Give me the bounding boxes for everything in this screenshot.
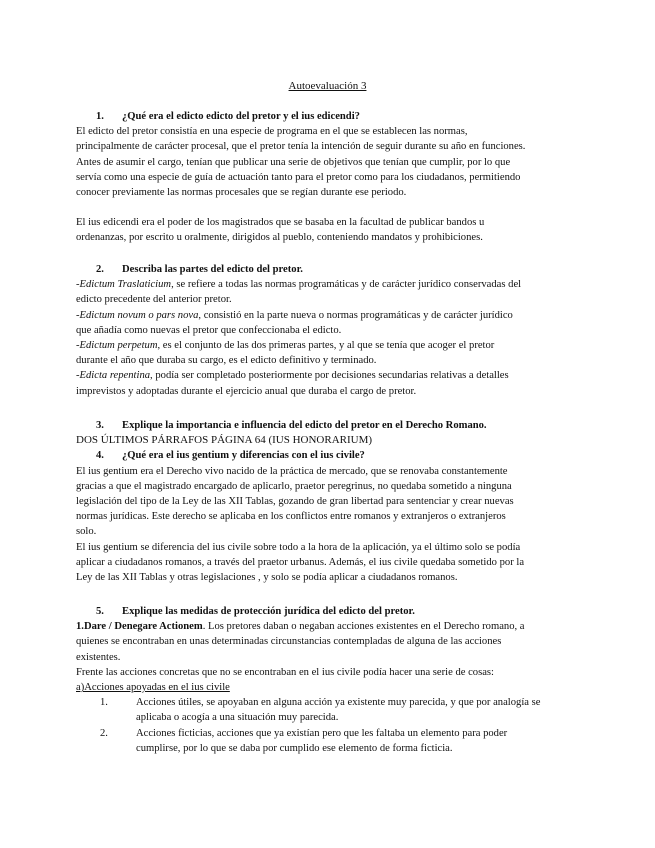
edict-part-line: [76, 277, 576, 292]
edict-desc: , podía ser completado posteriormente por decisiones secundarias relativas a detalles: [150, 370, 509, 382]
list-text: aplicaba o acogía a una situación muy parecida.: [136, 712, 339, 724]
question-number: 2.: [96, 264, 104, 275]
dash: -: [76, 279, 80, 291]
edict-part-line: que añadía como nuevas el pretor que confeccionaba el edicto.: [76, 324, 342, 336]
list-text: cumplirse, por lo que se daba por cumplido ese elemento de forma ficticia.: [136, 742, 453, 754]
edict-part-line: durante el año que duraba su cargo, es el edicto definitivo y terminado.: [76, 355, 377, 367]
question-text: ¿Qué era el edicto edicto del pretor y el ius edicendi?: [122, 111, 360, 122]
dash: -: [76, 309, 80, 321]
answer-line: El ius gentium se diferencia del ius civile sobre todo a la hora de la aplicación, ya el último solo se podía: [76, 541, 521, 553]
answer-line: DOS ÚLTIMOS PÁRRAFOS PÁGINA 64 (IUS HONORARIUM): [76, 434, 373, 447]
answer-line: Ley de las XII Tablas y otras legislaciones , y solo se podía aplicar a ciudadanos romanos.: [76, 572, 458, 584]
answer-line: servía como una especie de guía de actuación tanto para el pretor como para los ciudadanos, permitiendo: [76, 171, 521, 183]
answer-line: normas jurídicas. Este derecho se aplicaba en los conflictos entre romanos y extranjeros o extranjeros: [76, 511, 506, 523]
question-number: 5.: [96, 606, 104, 617]
question-5: [76, 604, 576, 756]
list-text: Acciones útiles, se apoyaban en alguna acción ya existente muy parecida, y que por analogía se: [136, 697, 541, 709]
answer-line: solo.: [76, 526, 97, 538]
question-3-heading: [76, 418, 576, 433]
edict-part-line: edicto precedente del anterior pretor.: [76, 294, 232, 306]
answer-line: existentes.: [76, 651, 121, 663]
edict-part-line: [76, 308, 576, 323]
question-1-heading: [76, 109, 576, 124]
sub-section-title: a)Acciones apoyadas en el ius civile: [76, 682, 230, 694]
question-number: 3.: [96, 420, 104, 431]
edict-part-line: imprevistos y adoptadas durante el ejercicio anual que duraba el cargo de pretor.: [76, 385, 417, 397]
question-3: [76, 418, 576, 585]
answer-line: conocer previamente las normas procesales que se regían durante ese periodo.: [76, 187, 407, 199]
question-text: ¿Qué era el ius gentium y diferencias con el ius civile?: [122, 450, 365, 462]
list-number: 1.: [100, 697, 108, 709]
question-5-heading: [76, 604, 576, 619]
answer-line: El edicto del pretor consistía en una especie de programa en el que se establecen las normas,: [76, 126, 468, 138]
question-number: 4.: [96, 450, 104, 462]
edict-part-line: [76, 368, 576, 383]
answer-line: quienes se encontraban en unas determinadas circunstancias contempladas de alguna de las acciones: [76, 636, 502, 648]
question-2-heading: [76, 262, 576, 277]
answer-line: gracias a que el magistrado encargado de aplicarlo, praetor peregrinus, no quedaba sometido a ninguna: [76, 480, 512, 492]
question-text: Explique las medidas de protección jurídica del edicto del pretor.: [122, 606, 415, 617]
answer-line: ordenanzas, por escrito u oralmente, dirigidos al pueblo, conteniendo mandatos y prohibiciones.: [76, 232, 483, 244]
dash: -: [76, 370, 80, 382]
answer-line: [76, 619, 576, 634]
edict-term: Edicta repentina: [79, 370, 151, 382]
answer-line: legislación del tipo de la Ley de las XII Tablas, gozando de gran libertad para sentenciar y crear nuevas: [76, 496, 514, 508]
page-title: Autoevaluación 3: [288, 80, 367, 92]
answer-line: Frente las acciones concretas que no se encontraban en el ius civile podía hacer una serie de cosas:: [76, 666, 494, 678]
edict-desc: , es el conjunto de las dos primeras partes, y al que se tenía que acoger el pretor: [157, 340, 495, 352]
sub-heading: 1.Dare / Denegare Actionem: [76, 621, 203, 633]
question-4-heading: [76, 448, 576, 463]
answer-text: . Los pretores daban o negaban acciones existentes en el Derecho romano, a: [202, 621, 525, 633]
edict-term: Edictum novum o pars nova: [79, 309, 199, 321]
question-text: Explique la importancia e influencia del edicto del pretor en el Derecho Romano.: [122, 420, 487, 431]
edict-part-line: [76, 338, 576, 353]
edict-term: Edictum Traslaticium: [79, 279, 172, 291]
answer-line: aplicar a ciudadanos romanos, a través del praetor urbanus. Además, el ius civile quedaba sometido por la: [76, 556, 525, 568]
edict-desc: , consistió en la parte nueva o normas programáticas y de carácter jurídico: [198, 309, 513, 321]
answer-line: principalmente de carácter procesal, que el pretor tenía la intención de seguir durante su año en funciones.: [76, 141, 526, 153]
answer-line: Antes de asumir el cargo, tenían que publicar una serie de objetivos que tenían que cumplir, por lo que: [76, 156, 511, 168]
list-item: [76, 695, 576, 725]
question-2: [76, 262, 576, 399]
dash: -: [76, 340, 80, 352]
edict-desc: , se refiere a todas las normas programáticas y de carácter jurídico conservadas del: [171, 279, 522, 291]
list-text: Acciones ficticias, acciones que ya existían pero que les faltaba un elemento para poder: [136, 727, 508, 739]
question-number: 1.: [96, 111, 104, 122]
edict-term: Edictum perpetum: [79, 340, 158, 352]
answer-line: El ius gentium era el Derecho vivo nacido de la práctica de mercado, que se renovaba constantemente: [76, 465, 508, 477]
question-1: [76, 109, 576, 246]
answer-line: El ius edicendi era el poder de los magistrados que se basaba en la facultad de publicar bandos u: [76, 217, 485, 229]
list-number: 2.: [100, 727, 108, 739]
list-item: [76, 726, 576, 756]
question-text: Describa las partes del edicto del pretor.: [122, 264, 303, 275]
